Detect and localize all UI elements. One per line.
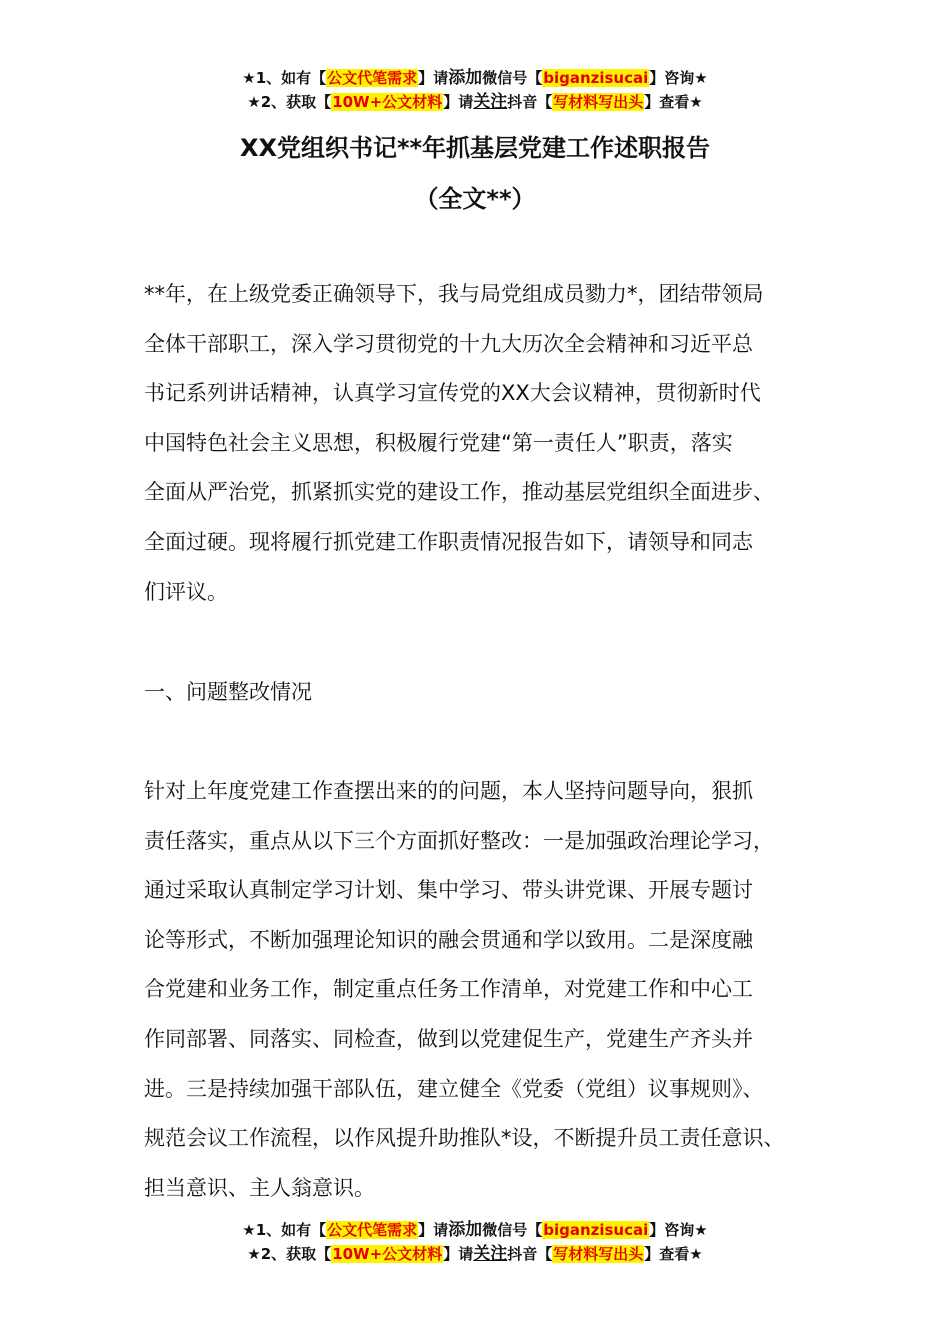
banner-douyin-id: 写材料写出头 bbox=[553, 1245, 644, 1263]
banner-text: 】请 bbox=[418, 1221, 449, 1239]
banner-highlight: 10W+公文材料 bbox=[332, 93, 443, 111]
banner-text: 】请 bbox=[443, 1245, 474, 1263]
document-subtitle: （全文**） bbox=[414, 185, 536, 213]
banner-text: ★1、如有【 bbox=[242, 69, 327, 87]
banner-text: 】咨询★ bbox=[649, 69, 708, 87]
banner-text: 微信号【 bbox=[482, 1221, 543, 1239]
banner-text: ★2、获取【 bbox=[247, 1245, 332, 1263]
paragraph-line: 全面过硬。现将履行抓党建工作职责情况报告如下，请领导和同志 bbox=[144, 529, 753, 554]
banner-emphasis: 关注 bbox=[473, 92, 508, 112]
banner-wechat-id: biganzisucai bbox=[543, 69, 649, 87]
banner-wechat-id: biganzisucai bbox=[543, 1221, 649, 1239]
section-heading-text: 一、问题整改情况 bbox=[144, 680, 312, 704]
paragraph-line: 针对上年度党建工作查摆出来的的问题，本人坚持问题导向，狠抓 bbox=[144, 779, 753, 803]
banner-text: 】咨询★ bbox=[649, 1221, 708, 1239]
banner-douyin-id: 写材料写出头 bbox=[553, 93, 644, 111]
banner-emphasis: 关注 bbox=[473, 1244, 508, 1264]
paragraph-line: 全体干部职工，深入学习贯彻党的十九大历次全会精神和习近平总 bbox=[144, 331, 753, 356]
paragraph-line: 合党建和业务工作，制定重点任务工作清单，对党建工作和中心工 bbox=[144, 977, 753, 1002]
paragraph-line: 书记系列讲话精神，认真学习宣传党的XX大会议精神，贯彻新时代 bbox=[144, 381, 761, 406]
banner-text: 抖音【 bbox=[507, 93, 553, 111]
paragraph-line: 规范会议工作流程，以作风提升助推队*设，不断提升员工责任意识、 bbox=[144, 1126, 785, 1151]
paragraph-line: 全面从严治党，抓紧抓实党的建设工作，推动基层党组织全面进步、 bbox=[144, 480, 774, 505]
banner-emphasis: 添加 bbox=[448, 68, 483, 88]
intro-paragraph bbox=[144, 270, 814, 617]
paragraph-line: 责任落实，重点从以下三个方面抓好整改：一是加强政治理论学习， bbox=[144, 828, 774, 853]
section-paragraph bbox=[144, 767, 814, 1213]
banner-text: 抖音【 bbox=[507, 1245, 553, 1263]
paragraph-line: 们评议。 bbox=[144, 579, 228, 604]
banner-line-2 bbox=[0, 90, 950, 114]
banner-line-2 bbox=[0, 1242, 950, 1266]
banner-text: 】请 bbox=[418, 69, 449, 87]
banner-text: 微信号【 bbox=[482, 69, 543, 87]
banner-emphasis: 添加 bbox=[448, 1220, 483, 1240]
banner-line-1 bbox=[0, 1218, 950, 1242]
banner-line-1 bbox=[0, 66, 950, 90]
top-banner bbox=[0, 66, 950, 114]
banner-text: 】查看★ bbox=[644, 93, 703, 111]
document-title: XX党组织书记**年抓基层党建工作述职报告 bbox=[239, 134, 711, 162]
banner-text: ★1、如有【 bbox=[242, 1221, 327, 1239]
banner-text: 】查看★ bbox=[644, 1245, 703, 1263]
paragraph-line: 中国特色社会主义思想，积极履行党建“第一责任人”职责，落实 bbox=[144, 430, 733, 455]
paragraph-line: 论等形式，不断加强理论知识的融会贯通和学以致用。二是深度融 bbox=[144, 927, 753, 952]
section-heading bbox=[144, 668, 814, 718]
banner-highlight: 公文代笔需求 bbox=[327, 69, 418, 87]
bottom-banner bbox=[0, 1218, 950, 1266]
paragraph-line: **年，在上级党委正确领导下，我与局党组成员勠力*，团结带领局 bbox=[144, 282, 764, 306]
paragraph-line: 进。三是持续加强干部队伍，建立健全《党委（党组）议事规则》、 bbox=[144, 1076, 764, 1101]
paragraph-line: 通过采取认真制定学习计划、集中学习、带头讲党课、开展专题讨 bbox=[144, 878, 753, 903]
banner-highlight: 10W+公文材料 bbox=[332, 1245, 443, 1263]
paragraph-line: 作同部署、同落实、同检查，做到以党建促生产，党建生产齐头并 bbox=[144, 1026, 753, 1051]
paragraph-line: 担当意识、主人翁意识。 bbox=[144, 1175, 375, 1200]
banner-highlight: 公文代笔需求 bbox=[327, 1221, 418, 1239]
banner-text: ★2、获取【 bbox=[247, 93, 332, 111]
banner-text: 】请 bbox=[443, 93, 474, 111]
